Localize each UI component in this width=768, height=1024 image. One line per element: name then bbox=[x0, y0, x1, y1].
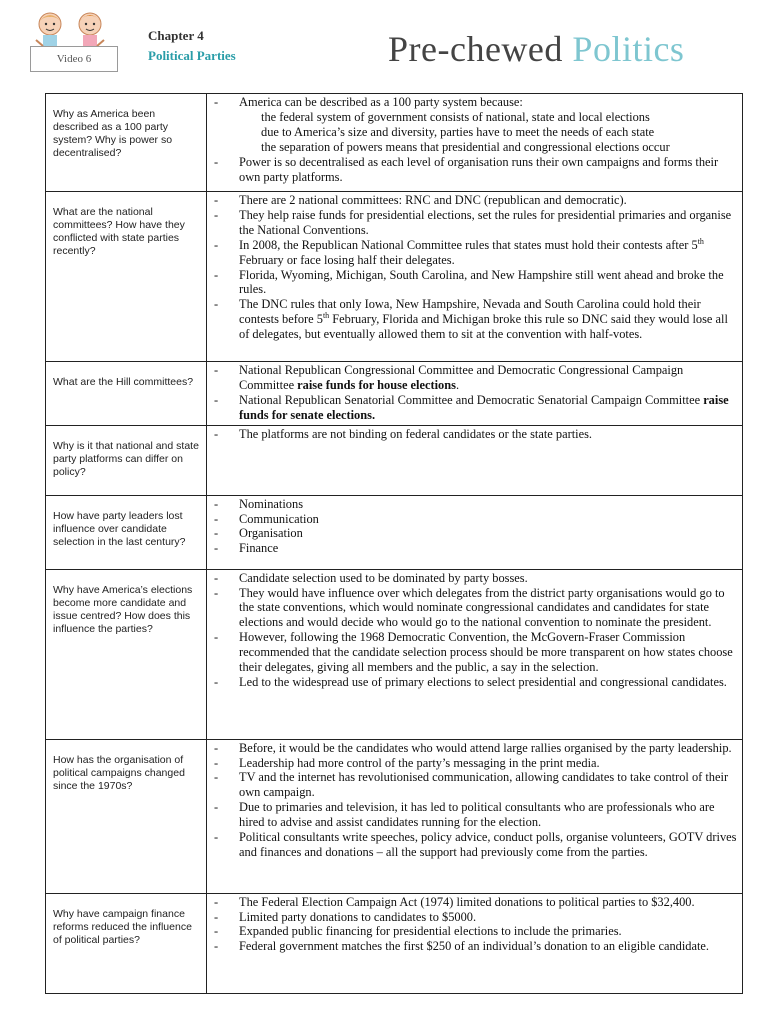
list-item: - Communication bbox=[213, 512, 738, 527]
question-cell: How have party leaders lost influence over candidate selection in the last century? bbox=[46, 495, 207, 569]
question-cell: What are the Hill committees? bbox=[46, 362, 207, 426]
list-item: - Due to primaries and television, it has led to political consultants who are professionals who are hired to advise and assist candidates running for the election. bbox=[213, 800, 738, 830]
list-item: - The Federal Election Campaign Act (1974) limited donations to political parties to $32,400. bbox=[213, 895, 738, 910]
sub-list-item: due to America’s size and diversity, parties have to meet the needs of each state bbox=[261, 124, 655, 139]
table-row bbox=[46, 495, 743, 569]
list-item: - Florida, Wyoming, Michigan, South Carolina, and New Hampshire still went ahead and broke the rules. bbox=[213, 268, 738, 298]
table-row bbox=[46, 569, 743, 739]
table-row bbox=[46, 739, 743, 893]
answer-cell bbox=[207, 739, 743, 893]
list-item: - There are 2 national committees: RNC and DNC (republican and democratic). bbox=[213, 193, 738, 208]
list-item: - America can be described as a 100 party system because: the federal system of government consists of national, state and local elections due to America’s size and diversity, parties have to meet the needs of each state the separation of powers means that presidential and congressional elections occur bbox=[213, 95, 738, 155]
sub-list bbox=[239, 110, 738, 155]
table-row bbox=[46, 192, 743, 362]
question-cell: What are the national committees? How have they conflicted with state parties recently? bbox=[46, 192, 207, 362]
list-item: - Before, it would be the candidates who would attend large rallies organised by the party leadership. bbox=[213, 741, 738, 756]
list-item: - The DNC rules that only Iowa, New Hampshire, Nevada and South Carolina could hold their contests before 5th February, Florida and Michigan broke this rule so DNC said they would lose all of delegates, but eventually allowed them to sit at the convention with half-votes. bbox=[213, 297, 738, 342]
question-cell: Why have campaign finance reforms reduced the influence of political parties? bbox=[46, 893, 207, 993]
list-item: - Nominations bbox=[213, 497, 738, 512]
table-row bbox=[46, 893, 743, 993]
question-cell: Why is it that national and state party platforms can differ on policy? bbox=[46, 425, 207, 495]
brand-accent: Politics bbox=[572, 29, 685, 69]
video-label: Video 6 bbox=[30, 46, 118, 72]
list-item: - In 2008, the Republican National Committee rules that states must hold their contests after 5th February or face losing half their delegates. bbox=[213, 238, 738, 268]
answer-cell bbox=[207, 362, 743, 426]
list-item: - Expanded public financing for presidential elections to include the primaries. bbox=[213, 924, 738, 939]
list-item: - Organisation bbox=[213, 526, 738, 541]
list-item: - Led to the widespread use of primary elections to select presidential and congressional candidates. bbox=[213, 675, 738, 690]
answer-cell bbox=[207, 569, 743, 739]
question-cell: Why as America been described as a 100 party system? Why is power so decentralised? bbox=[46, 94, 207, 192]
chapter-label: Chapter 4 bbox=[148, 28, 204, 43]
chapter-subtitle: Political Parties bbox=[148, 48, 236, 63]
list-item: - Power is so decentralised as each level of organisation runs their own campaigns and forms their own party platforms. bbox=[213, 155, 738, 185]
sub-list-item: the federal system of government consists of national, state and local elections bbox=[261, 109, 650, 124]
answer-cell bbox=[207, 192, 743, 362]
question-cell: How has the organisation of political campaigns changed since the 1970s? bbox=[46, 739, 207, 893]
list-item: - Leadership had more control of the party’s messaging in the print media. bbox=[213, 756, 738, 771]
notes-table bbox=[45, 93, 743, 994]
table-row bbox=[46, 425, 743, 495]
list-item: - Candidate selection used to be dominated by party bosses. bbox=[213, 571, 738, 586]
brand-title bbox=[388, 28, 684, 70]
list-item: - The platforms are not binding on federal candidates or the state parties. bbox=[213, 427, 738, 442]
brand-main: Pre-chewed bbox=[388, 29, 563, 69]
sub-list-item: the separation of powers means that presidential and congressional elections occur bbox=[261, 139, 670, 154]
page-header bbox=[0, 0, 768, 92]
list-item: - They would have influence over which delegates from the district party organisations would go to the state conventions, which would nominate congressional candidates and candidates for state elections and would decide who would go to the national convention to nominate the president. bbox=[213, 586, 738, 631]
list-item: - They help raise funds for presidential elections, set the rules for presidential primaries and organise the National Conventions. bbox=[213, 208, 738, 238]
answer-cell bbox=[207, 425, 743, 495]
table-row bbox=[46, 362, 743, 426]
list-item: - Political consultants write speeches, policy advice, conduct polls, organise volunteers, GOTV drives and finances and donations – all the support had previously come from the parties. bbox=[213, 830, 738, 860]
list-item: - However, following the 1968 Democratic Convention, the McGovern-Fraser Commission recommended that the candidate selection process should be more transparent on how states choose their delegates, giving all members and the public, a say in the selection. bbox=[213, 630, 738, 675]
question-cell: Why have America’s elections become more candidate and issue centred? How does this influence the parties? bbox=[46, 569, 207, 739]
answer-cell bbox=[207, 495, 743, 569]
list-item: - National Republican Congressional Committee and Democratic Congressional Campaign Committee raise funds for house elections. bbox=[213, 363, 738, 393]
table-row bbox=[46, 94, 743, 192]
list-item: - Federal government matches the first $250 of an individual’s donation to an eligible candidate. bbox=[213, 939, 738, 954]
answer-cell bbox=[207, 893, 743, 993]
list-item: - TV and the internet has revolutionised communication, allowing candidates to take control of their own campaign. bbox=[213, 770, 738, 800]
list-item: - Limited party donations to candidates to $5000. bbox=[213, 910, 738, 925]
list-item: - Finance bbox=[213, 541, 738, 556]
list-item: - National Republican Senatorial Committee and Democratic Senatorial Campaign Committee raise funds for senate elections. bbox=[213, 393, 738, 423]
answer-cell bbox=[207, 94, 743, 192]
